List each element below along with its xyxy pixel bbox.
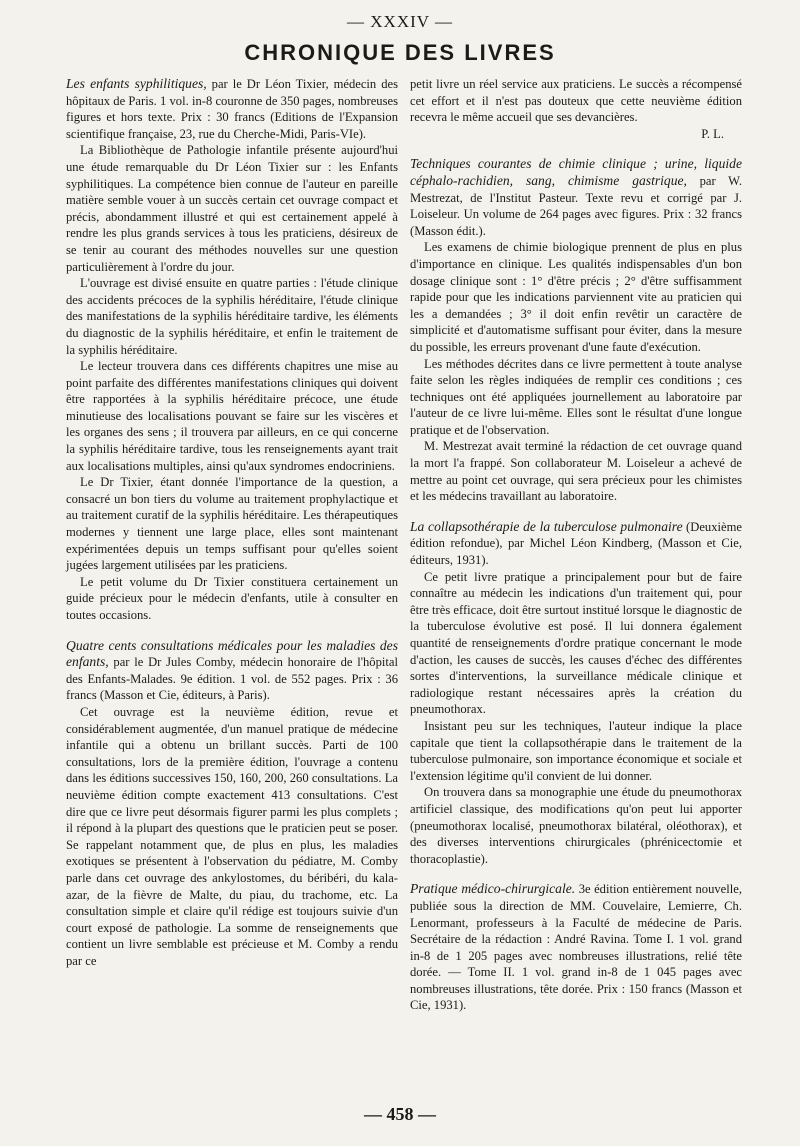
- book-title: Les enfants syphilitiques,: [66, 76, 207, 91]
- book-title: Pratique médico-chirurgicale.: [410, 881, 576, 897]
- entry-gap: [410, 505, 742, 519]
- review-paragraph: Cet ouvrage est la neuvième édition, revue et considérablement augmentée, d'un manuel pratique de médecine infantile qui a obtenu un brillant succès. Parti de 100 consultations, lors de la première édition, l'ouvrage a contenu dans les éditions successives 150, 160, 200, 260 consultations. La neuvième édition compte exactement 413 consultations. C'est dire que ce livre peut désormais figurer parmi les plus complets ; il répond à la plupart des questions que le praticien peut se poser. Se rappelant notamment que, de plus en plus, les maladies exotiques se présentent à l'observation du pédiatre, M. Comby parle dans cet ouvrage des ankylostomes, du béribéri, du kala-azar, de la fièvre de Malte, du piau, du trachome, etc. La consultation simple et claire qu'il rédige est toujours suivie d'un court exposé de pathologie. La somme de renseignements que contient un livre semblable est précieuse et M. Comby a rendu par ce: [66, 704, 398, 968]
- review-paragraph: Le lecteur trouvera dans ces différents chapitres une mise au point parfaite des différentes manifestations cliniques qui doivent être rapportées à la syphilis héréditaire précoce, une étude minutieuse des localisations pouvant se faire sur les viscères et les organes des sens ; il trouvera par ailleurs, en ce qui concerne la syphilis héréditaire tardive, tous les renseignements ayant trait aux localisations multiples, ainsi qu'aux syndromes endocriniens.: [66, 359, 398, 473]
- entry-gap: [66, 624, 398, 638]
- book-entry-quatre-cents-consultations: [66, 638, 398, 970]
- review-paragraph: Le petit volume du Dr Tixier constituera certainement un guide précieux pour le médecin d'enfants, utile à consulter en toutes occasions.: [66, 574, 398, 622]
- entry-heading: [66, 638, 398, 704]
- book-byline: par W. Mestrezat, de l'Institut Pasteur. Texte revu et corrigé par J. Loiseleur. Un volume de 264 pages avec figures. Prix : 32 francs (Masson édit.).: [410, 173, 742, 238]
- entry-heading: [410, 519, 742, 569]
- book-entry-enfants-syphilitiques: [66, 76, 398, 624]
- reviewer-initials: P. L.: [701, 126, 724, 141]
- book-byline: par le Dr Léon Tixier, médecin des hôpitaux de Paris. 1 vol. in-8 couronne de 350 pages, nombreuses figures et hors texte. Prix : 30 francs (Editions de l'Expansion scientifique française, 23, rue du Cherche-Midi, Paris-VIe).: [66, 77, 398, 141]
- entry-gap: [410, 142, 742, 156]
- book-byline: 3e édition entièrement nouvelle, publiée sous la direction de MM. Couvelaire, Lemierre, Ch. Lenormant, professeurs à la Faculté de médecine de Paris. Secrétaire de la rédaction : André Ravina. Tome I. 1 vol. grand in-8 de 1 205 pages avec nombreuses illustrations, relié tête dorée. — Tome II. 1 vol. grand in-8 de 1 045 pages avec nombreuses illustrations, tête dorée. Prix : 150 francs (Masson et Cie, 1931).: [410, 882, 742, 1013]
- right-column: [410, 76, 742, 1014]
- book-byline: (Deuxième édition refondue), par Michel Léon Kindberg, (Masson et Cie, éditeurs, 1931).: [410, 519, 742, 568]
- section-title: CHRONIQUE DES LIVRES: [244, 40, 556, 65]
- review-paragraph: M. Mestrezat avait terminé la rédaction de cet ouvrage quand la mort l'a frappé. Son collaborateur M. Loiseleur a achevé de mettre au point cet ouvrage, qui sera précieux pour les chimistes et les médecins travaillant au laboratoire.: [410, 439, 742, 504]
- review-paragraph: Ce petit livre pratique a principalement pour but de faire connaître au médecin les indications d'un traitement qui, pour être très efficace, doit être surtout institué lorsque le diagnostic de la tuberculose évolutive est posé. Il lui donnera également quantité de renseignements d'ordre pratique concernant le mode d'action, les causes de succès, les causes d'échec des différentes sortes d'interventions, la surveillance médicale clinique et radiologique restant nécessaires après la création du pneumothorax.: [410, 569, 742, 717]
- entry-heading: [66, 76, 398, 142]
- entry-heading: [410, 156, 742, 239]
- left-column: [66, 76, 398, 969]
- book-byline: par le Dr Jules Comby, médecin honoraire de l'hôpital des Enfants-Malades. 9e édition. 1 vol. de 552 pages. Prix : 36 francs (Masson et Cie, éditeurs, à Paris).: [66, 655, 398, 703]
- book-entry-pratique-medico-chirurgicale: [410, 881, 742, 1014]
- review-continuation: petit livre un réel service aux praticiens. Le succès a récompensé cet effort et il n'est pas douteux que cette neuvième édition recevra le même accueil que ses devancières.: [410, 77, 742, 125]
- entry-gap: [410, 867, 742, 881]
- review-paragraph: Les examens de chimie biologique prennent de plus en plus d'importance en clinique. Les qualités indispensables d'un bon dosage clinique sont : 1° d'être précis ; 2° d'être suffisamment rapide pour que les indications parviennent vite au praticien qui les a demandées ; 3° il doit enfin revêtir un caractère de simplicité et d'automatisme suffisant pour éviter, dans la mesure du possible, les erreurs provenant d'une faute d'exécution.: [410, 240, 742, 354]
- review-paragraph: On trouvera dans sa monographie une étude du pneumothorax artificiel classique, des modifications qu'on peut lui apporter (pneumothorax localisé, pneumothorax bilatéral, oléothorax), et des diverses interventions chirurgicales (phrénicectomie et thoracoplastie).: [410, 785, 742, 866]
- page-number: — 458 —: [364, 1104, 436, 1124]
- book-title: Techniques courantes de chimie clinique ; urine, liquide céphalo-rachidien, sang, chimisme gastrique,: [410, 156, 742, 188]
- roman-folio: — XXXIV —: [347, 12, 453, 31]
- review-paragraph: L'ouvrage est divisé ensuite en quatre parties : l'étude clinique des accidents précoces de la syphilis héréditaire, l'étude clinique des manifestations de la syphilis héréditaire tardive, les éléments du diagnostic de la syphilis héréditaire, et enfin le traitement de la syphilis héréditaire.: [66, 276, 398, 357]
- review-paragraph: Le Dr Tixier, étant donnée l'importance de la question, a consacré un bon tiers du volume au traitement prophylactique et au traitement curatif de la syphilis héréditaire. Les thérapeutiques modernes y tiennent une large place, elles sont maintenant expérimentées depuis un temps suffisant pour qu'elles soient jugées largement utilisées par les praticiens.: [66, 475, 398, 573]
- book-entry-collapsotherapie: [410, 519, 742, 867]
- review-paragraph: Insistant peu sur les techniques, l'auteur indique la place capitale que tient la collapsothérapie dans le traitement de la tuberculose pulmonaire, son importance économique et sociale et l'extension légitime qu'il convient de lui donner.: [410, 718, 742, 783]
- book-entry-chimie-clinique: [410, 156, 742, 504]
- review-paragraph: Les méthodes décrites dans ce livre permettent à toute analyse faite selon les règles indiquées de remplir ces conditions ; ces techniques ont été appliquées journellement au laboratoire par l'auteur de ce livre lui-même. Elles sont le résultat d'une longue pratique et de l'observation.: [410, 356, 742, 437]
- review-paragraph: La Bibliothèque de Pathologie infantile présente aujourd'hui une étude remarquable du Dr Léon Tixier sur : les Enfants syphilitiques. La compétence bien connue de l'auteur en pareille matière semble vouer à un succès certain cet ouvrage compact et précis, abondamment illustré et qui est certainement appelé à rendre les plus grands services à tous les praticiens, désireux de se tenir au courant des méthodes nouvelles sur une question particulièrement à l'ordre du jour.: [66, 143, 398, 274]
- book-title: Quatre cents consultations médicales pour les maladies des enfants,: [66, 637, 398, 670]
- book-title: La collapsothérapie de la tuberculose pulmonaire: [410, 518, 683, 534]
- entry-heading: [410, 881, 742, 1014]
